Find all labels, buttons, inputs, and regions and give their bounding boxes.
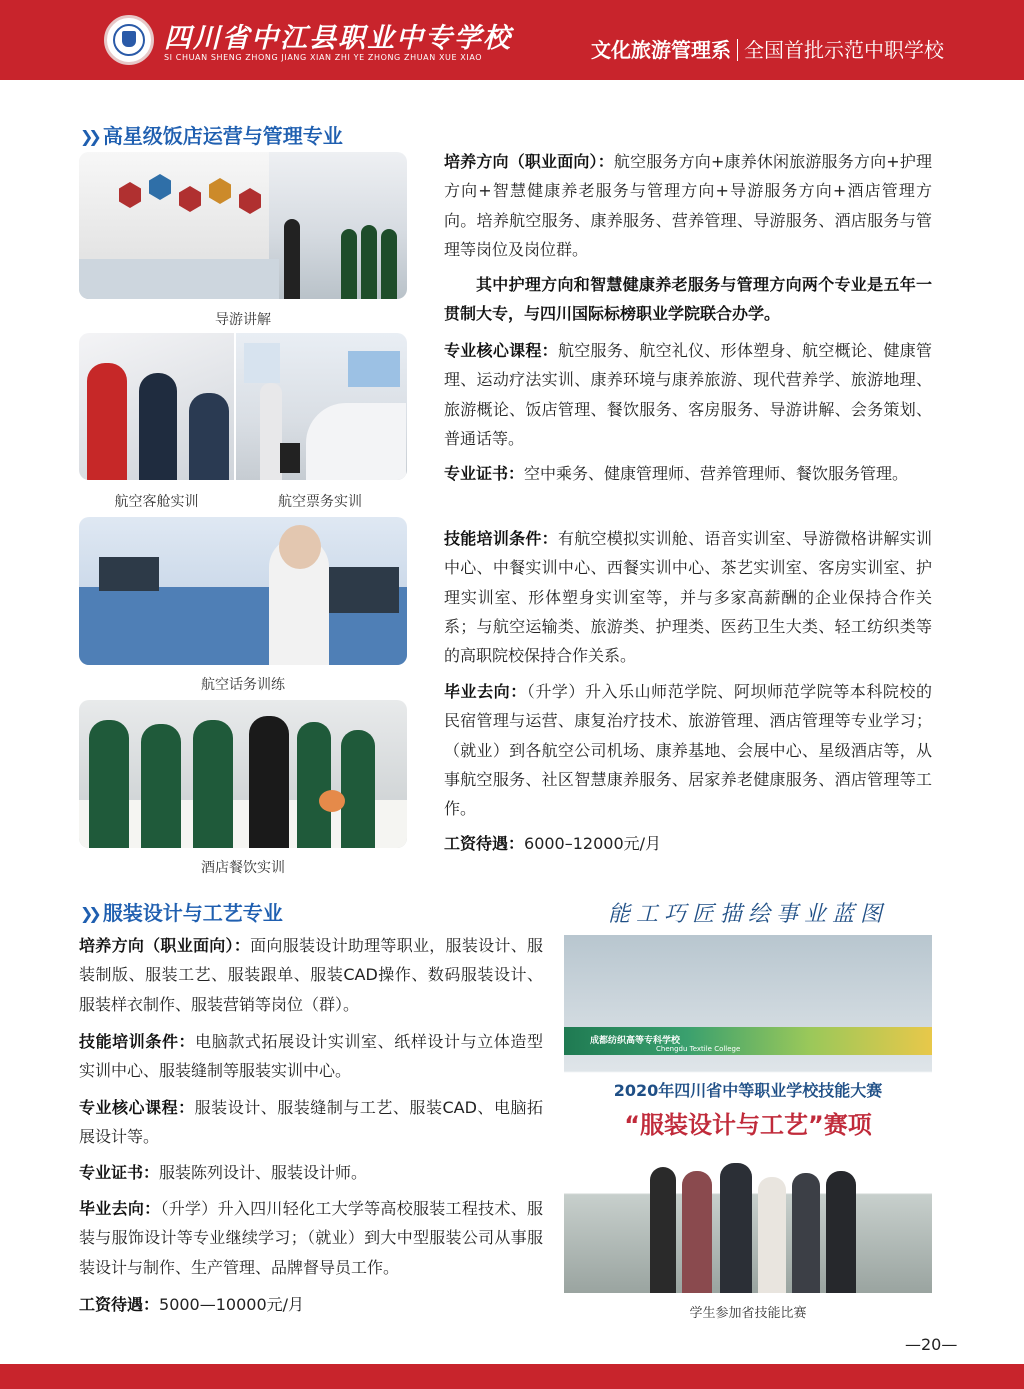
salary-text: 5000—10000元/月 (159, 1295, 305, 1314)
training-text: 有航空模拟实训舱、语音实训室、导游微格讲解实训中心、中餐实训中心、西餐实训中心、茶艺实训室、客房实训室、护理实训室、形体塑身实训室等，并与多家高薪酬的企业保持合作关系；与航空运输类、旅游类、护理类、医药卫生大类、轻工纺织类等的高职院校保持合作关系。 (444, 529, 932, 666)
page-footer-bar (0, 1364, 1024, 1389)
photo-skills-contest (564, 935, 932, 1293)
person-figure (341, 730, 375, 848)
photo-dining-training (79, 700, 407, 848)
department-name: 文化旅游管理系 (591, 38, 731, 62)
caption-guide: 导游讲解 (215, 312, 271, 328)
salary-label: 工资待遇： (444, 834, 525, 853)
courses-label: 专业核心课程： (79, 1098, 195, 1117)
person-figure (141, 724, 181, 848)
chevron-right-icon: ❯❯ (80, 904, 97, 923)
certificates-text: 服装陈列设计、服装设计师。 (159, 1163, 368, 1182)
person-figure (249, 716, 289, 848)
person-figure (139, 373, 177, 480)
display-case (79, 259, 279, 299)
fashion-salary (79, 1290, 543, 1319)
direction-text: 航空服务方向+康养休闲旅游服务方向+护理方向+智慧健康养老服务与管理方向+导游服务方向+酒店管理方向。培养航空服务、康养服务、营养管理、导游服务、酒店服务与管理等岗位及岗位群。 (444, 152, 932, 259)
contest-college: 成都纺织高等专科学校 (590, 1036, 681, 1046)
career-text: （升学）升入乐山师范学院、阿坝师范学院等本科院校的民宿管理与运营、康复治疗技术、旅游管理、酒店管理等专业学习；（就业）到各航空公司机场、康养基地、会展中心、星级酒店等，从事航空服务、社区智慧康养服务、居家养老健康服务、酒店管理等工作。 (444, 682, 932, 819)
page-number: —20— (905, 1335, 958, 1354)
courses-label: 专业核心课程： (444, 341, 558, 360)
fashion-direction (79, 931, 543, 1019)
section-title-hotel (80, 120, 343, 149)
header-slogan: 全国首批示范中职学校 (744, 38, 944, 62)
direction-text: 面向服装设计助理等职业，服装设计、服装制版、服装工艺、服装跟单、服装CAD操作、数码服装设计、服装样衣制作、服装营销等岗位（群）。 (79, 936, 543, 1014)
photo-tour-guide (79, 152, 407, 299)
caption-contest: 学生参加省技能比赛 (689, 1306, 807, 1321)
person-figure (758, 1177, 786, 1293)
school-name-cn: 四川省中江县职业中专学校 (164, 23, 512, 54)
page-header (0, 0, 1024, 80)
header-divider (737, 39, 738, 61)
school-logo (104, 15, 154, 65)
contest-college-en: Chengdu Textile College (656, 1045, 741, 1053)
training-text: 电脑款式拓展设计实训室、纸样设计与立体造型实训中心、服装缝制等服装实训中心。 (79, 1032, 543, 1081)
section-title-fashion (80, 897, 283, 926)
fashion-career (79, 1194, 543, 1282)
header-department (591, 34, 944, 63)
person-figure (650, 1167, 676, 1293)
certificates-label: 专业证书： (444, 464, 525, 483)
wall-poster (244, 343, 280, 383)
person-figure (826, 1171, 856, 1293)
hotel-salary (444, 829, 932, 858)
hotel-training (444, 524, 932, 670)
school-name-en: SI CHUAN SHENG ZHONG JIANG XIAN ZHI YE ZHONG ZHUAN XUE XIAO (164, 53, 483, 62)
courses-text: 航空服务、航空礼仪、形体塑身、航空概论、健康管理、运动疗法实训、康养环境与康养旅游、现代营养学、旅游地理、旅游概论、饭店管理、餐饮服务、客房服务、导游讲解、会务策划、普通话等。 (444, 341, 932, 448)
person-figure (381, 229, 397, 299)
person-figure (193, 720, 233, 848)
logo-emblem-icon (122, 31, 136, 47)
person-figure (189, 393, 229, 480)
service-counter (306, 403, 406, 480)
person-figure (284, 219, 300, 299)
hotel-certificates (444, 459, 932, 488)
career-label: 毕业去向： (79, 1199, 161, 1218)
photo-phone-training (79, 517, 407, 665)
person-figure (682, 1171, 712, 1293)
photo-cabin-training (79, 333, 234, 480)
career-text: （升学）升入四川轻化工大学等高校服装工程技术、服装与服饰设计等专业继续学习；（就业）到大中型服装公司从事服装设计与制作、生产管理、品牌督导员工作。 (79, 1199, 543, 1277)
hotel-note: 其中护理方向和智慧健康养老服务与管理方向两个专业是五年一贯制大专，与四川国际标榜职业学院联合办学。 (444, 275, 932, 324)
hotel-courses (444, 336, 932, 453)
fashion-training (79, 1027, 543, 1086)
certificates-text: 空中乘务、健康管理师、营养管理师、餐饮服务管理。 (524, 464, 909, 483)
chevron-right-icon: ❯❯ (80, 127, 97, 146)
person-figure (792, 1173, 820, 1293)
salary-text: 6000–12000元/月 (524, 834, 662, 853)
section-title-text: 高星级饭店运营与管理专业 (102, 124, 343, 148)
section-title-text: 服装设计与工艺专业 (102, 901, 283, 925)
fashion-courses (79, 1093, 543, 1152)
fashion-certificates (79, 1158, 543, 1187)
certificates-label: 专业证书： (79, 1163, 160, 1182)
flower-icon (319, 790, 345, 812)
person-figure (87, 363, 127, 480)
monitor-icon (99, 557, 159, 591)
hotel-direction (444, 147, 932, 264)
direction-label: 培养方向（职业面向）： (444, 152, 614, 171)
direction-label: 培养方向（职业面向）： (79, 936, 251, 955)
person-figure (89, 720, 129, 848)
person-figure (361, 225, 377, 299)
person-figure (341, 229, 357, 299)
caption-cabin: 航空客舱实训 (114, 494, 199, 510)
salary-label: 工资待遇： (79, 1295, 160, 1314)
photo-ticket-training (236, 333, 407, 480)
person-head (279, 525, 321, 569)
contest-event-line2: “服装设计与工艺”赛项 (624, 1111, 872, 1139)
caption-dining: 酒店餐饮实训 (201, 860, 285, 876)
person-figure (720, 1163, 752, 1293)
monitor-icon (329, 567, 399, 613)
caption-ticket: 航空票务实训 (278, 494, 362, 510)
skills-banner: 能工巧匠描绘事业蓝图 (608, 902, 889, 927)
training-label: 技能培训条件： (444, 529, 558, 548)
contest-event-line1: 2020年四川省中等职业学校技能大赛 (613, 1081, 883, 1100)
person-figure (260, 383, 282, 480)
photo-wall (79, 152, 269, 267)
suitcase-icon (280, 443, 300, 473)
career-label: 毕业去向： (444, 682, 527, 701)
person-figure (297, 722, 331, 848)
training-label: 技能培训条件： (79, 1032, 196, 1051)
wall-poster (348, 351, 400, 387)
courses-text: 服装设计、服装缝制与工艺、服装CAD、电脑拓展设计等。 (79, 1098, 543, 1147)
hotel-career (444, 677, 932, 823)
caption-phone: 航空话务训练 (201, 677, 285, 693)
